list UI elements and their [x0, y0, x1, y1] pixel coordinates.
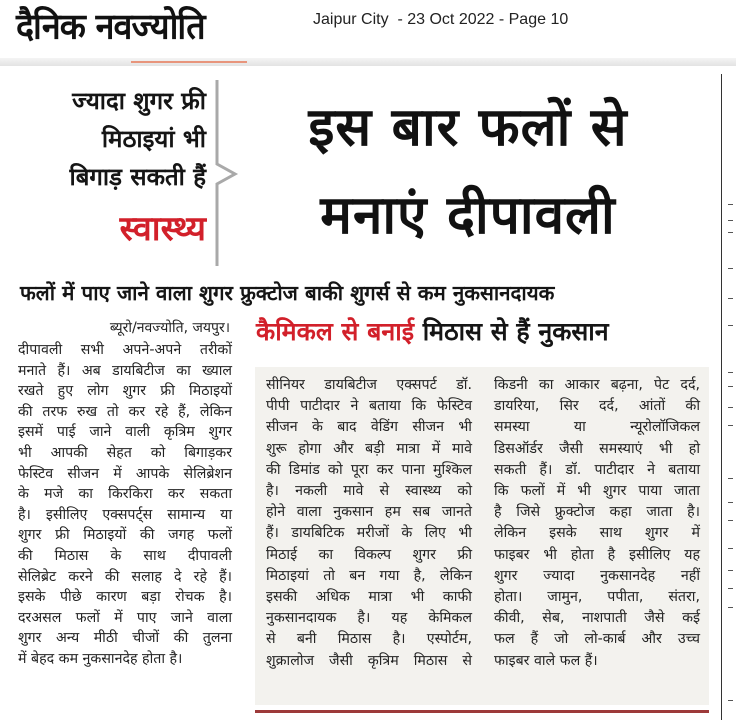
kicker-line: बिगाड़ सकती हैं	[69, 163, 206, 191]
box-line: सीनियर डायबिटीज एक्सपर्ट डॉ.	[266, 377, 472, 393]
subhead-highlight: कैमिकल से बनाई	[256, 317, 414, 346]
byline: ब्यूरो/नवज्योति, जयपुर।	[109, 320, 230, 336]
box-line: फाइबर भी होता है इसीलिए यह	[494, 546, 700, 563]
edition-info: Jaipur City - 23 Oct 2022 - Page 10	[313, 11, 569, 28]
box-line: शुगर ज्यादा नुकसानदेह नहीं	[494, 567, 700, 584]
box-subhead	[256, 312, 609, 352]
box-line: लेकिन इसके साथ शुगर में	[494, 525, 700, 542]
box-line: कीवी, सेब, नाशपाती जैसे कई	[494, 610, 700, 627]
header-divider	[0, 58, 736, 66]
header-accent-line	[131, 61, 247, 63]
kicker-line: ज्यादा शुगर फ्री	[72, 87, 206, 115]
box-line: पीपी पाटीदार ने बताया कि फेस्टिव	[266, 398, 472, 415]
box-line: इसकी अधिक मात्रा भी काफी	[266, 589, 472, 606]
body-line: की तरफ रुख तो कर रहे हैं, लेकिन	[18, 403, 232, 420]
body-line: सेलिब्रेट करने की सलाह दे रहे हैं।	[18, 568, 232, 585]
article-headline	[246, 84, 690, 260]
box-line: किडनी का आकार बढ़ना, पेट दर्द,	[494, 377, 700, 393]
box-line: की डिमांड को पूरा कर पाना मुश्किल	[266, 461, 472, 478]
box-line: मिठाइयां तो बन गया है, लेकिन	[266, 567, 472, 584]
box-column-2	[494, 375, 700, 672]
box-line: फाइबर वाले फल हैं।	[494, 652, 598, 669]
box-line: शुक्रालोज जैसी कृत्रिम मिठास से	[266, 652, 472, 669]
box-line: कि फलों में भी शुगर पाया जाता	[494, 483, 700, 500]
box-line: हैं। डायबिटिक मरीजों के लिए भी	[266, 525, 472, 542]
box-line: है। नकली मावे से स्वास्थ्य को	[266, 483, 472, 500]
masthead-logo[interactable]: दैनिक नवज्योति	[16, 6, 205, 48]
box-line: शुरू होगा और बड़ी मात्रा में मावे	[266, 440, 472, 457]
box-line: सकती हैं। डॉ. पाटीदार ने बताया	[494, 461, 700, 478]
subhead-text: मिठास से हैं नुकसान	[422, 317, 609, 346]
kicker-line: मिठाइयां भी	[101, 125, 206, 153]
body-line: रखते हुए लोग शुगर फ्री मिठाइयों	[18, 383, 232, 400]
body-line: इसके पीछे कारण बड़ा रोचक है।	[18, 589, 232, 606]
box-bottom-rule	[255, 710, 709, 713]
box-column-1	[266, 375, 472, 672]
adjacent-column-edge	[728, 0, 736, 720]
body-line: में बेहद कम नुकसानदेह होता है।	[18, 650, 183, 667]
headline-line: इस बार फलों से	[308, 97, 628, 158]
body-line: शुगर अन्य मीठी चीजों की तुलना	[18, 630, 232, 647]
box-line: डिसऑर्डर जैसी समस्याएं भी हो	[494, 440, 700, 457]
body-line: दरअसल फलों में पाए जाने वाला	[18, 609, 232, 626]
bracket-divider	[213, 78, 243, 268]
box-line: डायरिया, सिर दर्द, आंतों की	[494, 398, 700, 415]
box-line: होने वाला नुकसान हम सब जानते	[266, 504, 472, 521]
body-line: के मजे का किरकिरा कर सकता	[18, 486, 232, 503]
box-line: नुकसानदायक है। यह केमिकल	[266, 610, 472, 627]
section-label: स्वास्थ्य	[119, 209, 206, 249]
article-kicker	[6, 82, 206, 196]
box-line: से बनी मिठास है। एस्पोर्टम,	[266, 631, 472, 648]
left-body-column	[18, 340, 232, 670]
headline-line: मनाएं दीपावली	[320, 185, 616, 246]
body-line: की मिठास के साथ दीपावली	[18, 547, 232, 564]
body-line: भी आपकी सेहत को बिगाड़कर	[18, 444, 232, 461]
body-line: मनाते हैं। अब डायबिटीज का ख्याल	[18, 362, 232, 379]
page-header	[0, 0, 736, 58]
body-line: इसमें पाई जाने वाली कृत्रिम शुगर	[18, 424, 232, 441]
body-line: फेस्टिव सीजन में आपके सेलिब्रेशन	[18, 465, 232, 482]
column-rule	[721, 74, 722, 720]
box-line: फल हैं जो लो-कार्ब और उच्च	[494, 631, 700, 648]
article-deck: फलों में पाए जाने वाला शुगर फ्रुक्टोज बाकी शुगर्स से कम नुकसानदायक	[20, 281, 555, 305]
box-line: है जिसे फ्रुक्टोज कहा जाता है।	[494, 504, 700, 521]
body-line: है। इसीलिए एक्सपर्ट्स सामान्य या	[18, 506, 232, 523]
box-line: मिठाई का विकल्प शुगर फ्री	[266, 546, 472, 563]
box-line: सीजन के बाद वेडिंग सीजन भी	[266, 419, 472, 436]
body-line: शुगर फ्री मिठाइयों की जगह फलों	[18, 527, 232, 544]
box-line: होता। जामुन, पपीता, संतरा,	[494, 589, 700, 606]
box-line: समस्या या न्यूरोलॉजिकल	[494, 419, 700, 436]
body-line: दीपावली सभी अपने-अपने तरीकों	[18, 342, 232, 358]
